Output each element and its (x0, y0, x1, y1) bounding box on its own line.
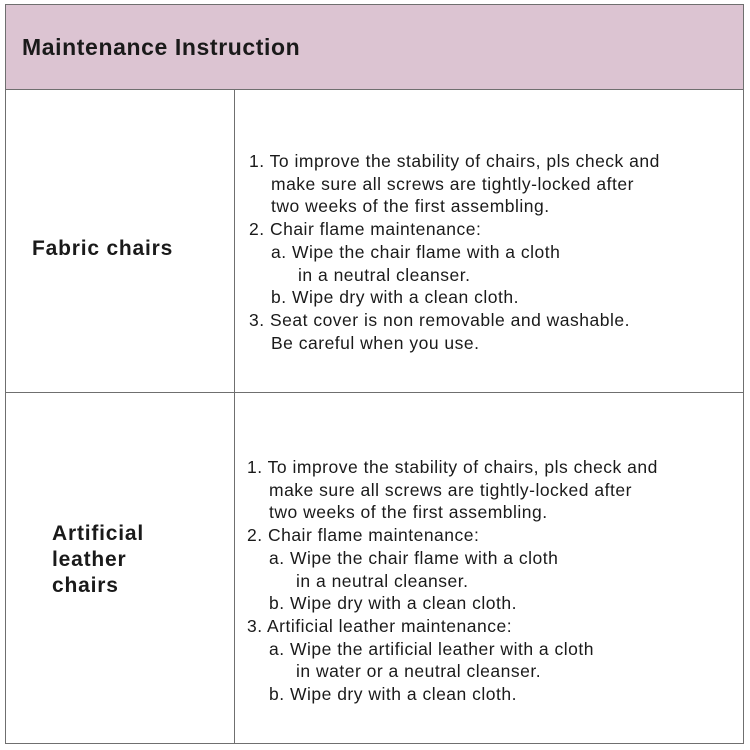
instruction-line: in a neutral cleanser. (298, 264, 471, 285)
instruction-line: Be careful when you use. (271, 332, 480, 353)
instruction-line: 2. Chair flame maintenance: (247, 525, 480, 546)
category-label-line: Artificial (52, 522, 145, 545)
instruction-line: make sure all screws are tightly-locked after (269, 479, 632, 500)
instruction-line: two weeks of the first assembling. (271, 196, 550, 217)
instruction-line: 1. To improve the stability of chairs, pls check and (247, 457, 658, 477)
instruction-line: a. Wipe the chair flame with a cloth (271, 241, 561, 262)
instruction-line: b. Wipe dry with a clean cloth. (271, 287, 519, 308)
instruction-line: 1. To improve the stability of chairs, pls check and (249, 151, 660, 171)
instruction-line: 3. Seat cover is non removable and washable. (249, 309, 630, 330)
instruction-line: a. Wipe the chair flame with a cloth (269, 547, 559, 568)
table-row-artificial-leather-chairs (6, 393, 743, 743)
instruction-line: b. Wipe dry with a clean cloth. (269, 684, 517, 705)
table-row-fabric-chairs (6, 90, 743, 393)
instruction-list-artificial-leather-chairs (247, 456, 658, 706)
category-label-line: chairs (52, 574, 119, 597)
table-header (6, 5, 743, 90)
page-title: Maintenance Instruction (22, 34, 301, 60)
instruction-line: 2. Chair flame maintenance: (249, 219, 482, 240)
instruction-list-fabric-chairs (249, 150, 660, 354)
instruction-line: in water or a neutral cleanser. (296, 661, 542, 682)
instruction-line: 3. Artificial leather maintenance: (247, 615, 513, 636)
instruction-line: make sure all screws are tightly-locked after (271, 173, 634, 194)
maintenance-table (5, 4, 744, 744)
category-label-fabric-chairs: Fabric chairs (32, 237, 174, 260)
instruction-line: a. Wipe the artificial leather with a cloth (269, 638, 594, 659)
instruction-line: in a neutral cleanser. (296, 570, 469, 591)
instruction-line: b. Wipe dry with a clean cloth. (269, 593, 517, 614)
category-label-line: leather (52, 548, 127, 571)
category-label-artificial-leather-chairs (52, 521, 192, 599)
instruction-line: two weeks of the first assembling. (269, 502, 548, 523)
